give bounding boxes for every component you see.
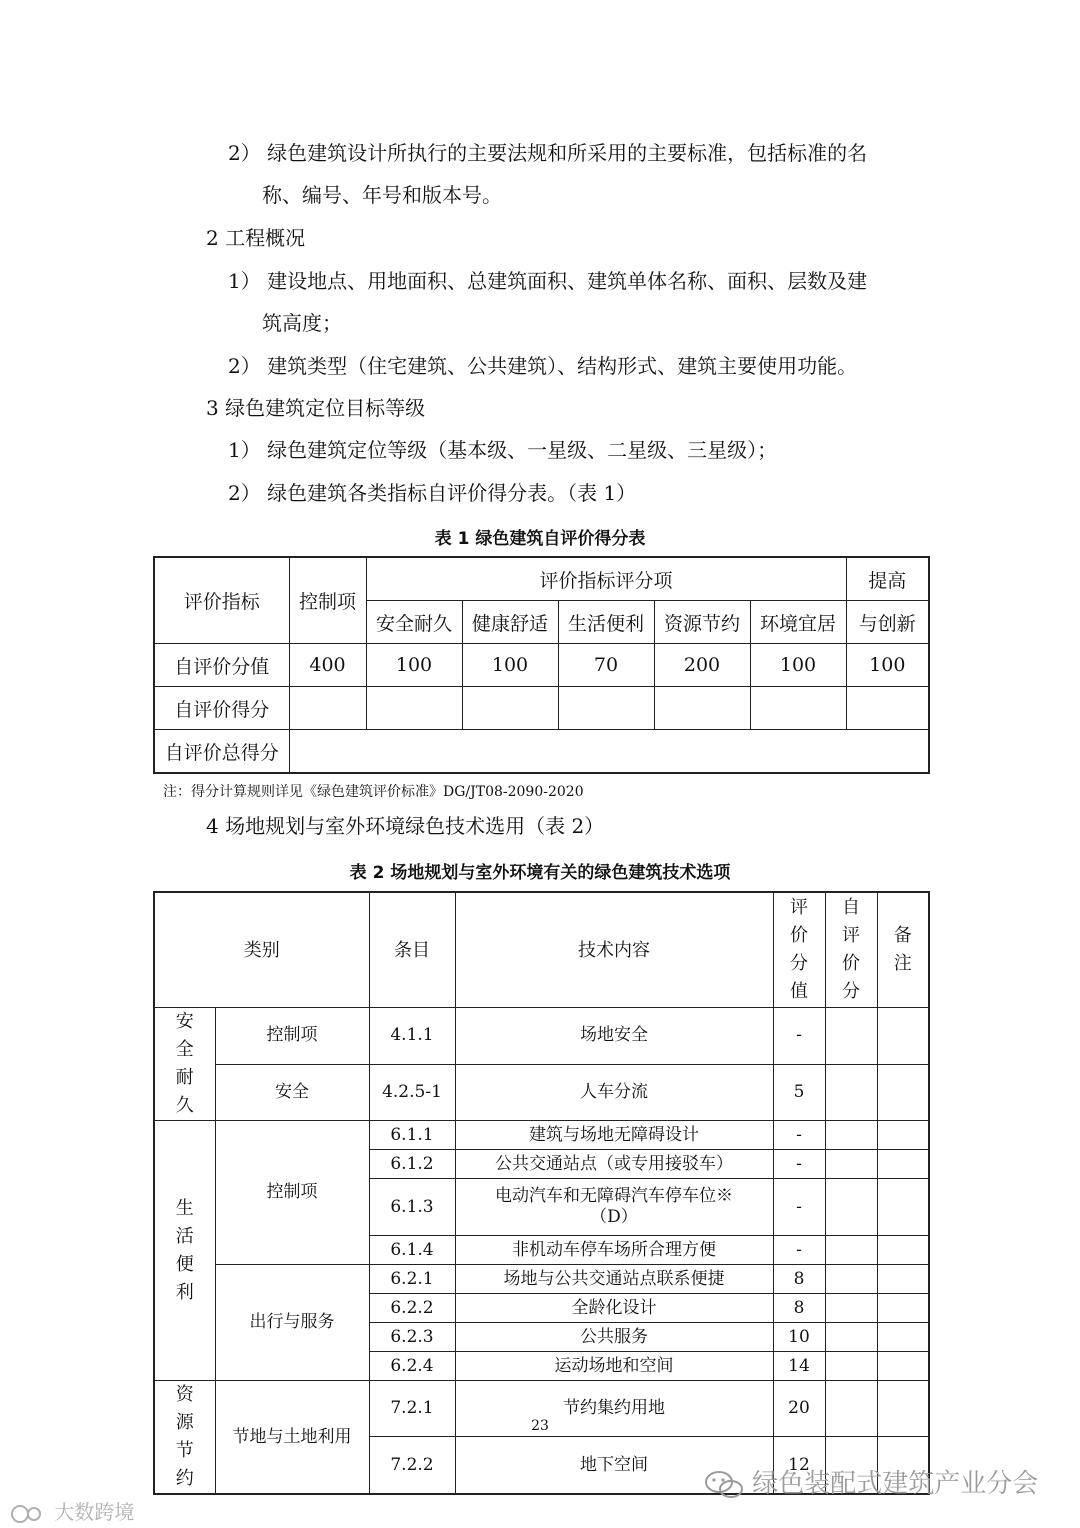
- score-cell: 20: [773, 1381, 825, 1437]
- empty-cell: [825, 1265, 877, 1294]
- heading-site-planning: 4 场地规划与室外环境绿色技术选用（表 2）: [206, 814, 605, 838]
- para-building-type: 2） 建筑类型（住宅建筑、公共建筑）、结构形式、建筑主要使用功能。: [228, 354, 858, 378]
- header-safety: 安全耐久: [366, 601, 462, 644]
- empty-cell: [877, 1352, 929, 1381]
- score-cell: 200: [654, 644, 750, 687]
- empty-cell: [825, 1323, 877, 1352]
- empty-cell: [825, 1121, 877, 1150]
- content-cell: 场地安全: [455, 1008, 773, 1065]
- para-location: 1） 建设地点、用地面积、总建筑面积、建筑单体名称、面积、层数及建: [228, 269, 868, 293]
- score-cell: -: [773, 1179, 825, 1236]
- empty-cell: [825, 1294, 877, 1323]
- score-cell: -: [773, 1236, 825, 1265]
- score-cell: -: [773, 1008, 825, 1065]
- empty-cell: [462, 687, 558, 730]
- score-cell: 8: [773, 1294, 825, 1323]
- header-category: 类别: [154, 892, 369, 1008]
- para-standards-cont: 称、编号、年号和版本号。: [262, 183, 502, 207]
- empty-cell: [877, 1294, 929, 1323]
- header-resource: 资源节约: [654, 601, 750, 644]
- row-label-got: 自评价得分: [154, 687, 289, 730]
- self-evaluation-score-table: [153, 556, 930, 774]
- header-health: 健康舒适: [462, 601, 558, 644]
- score-cell: 100: [366, 644, 462, 687]
- para-standards: 2） 绿色建筑设计所执行的主要法规和所采用的主要标准，包括标准的名: [228, 141, 868, 165]
- group-safety: 安全 耐久: [154, 1008, 215, 1121]
- header-environment: 环境宜居: [750, 601, 846, 644]
- item-cell: 7.2.1: [369, 1381, 455, 1437]
- score-cell: 5: [773, 1064, 825, 1121]
- header-item: 条目: [369, 892, 455, 1008]
- header-innovation-1: 提高: [846, 557, 929, 601]
- empty-cell: [750, 687, 846, 730]
- score-cell: 100: [750, 644, 846, 687]
- empty-cell: [877, 1179, 929, 1236]
- empty-cell: [825, 1236, 877, 1265]
- para-green-level: 1） 绿色建筑定位等级（基本级、一星级、二星级、三星级）；: [228, 438, 778, 462]
- content-cell: [455, 1179, 773, 1236]
- subgroup-control: 控制项: [215, 1121, 369, 1265]
- empty-cell: [877, 1265, 929, 1294]
- subgroup-safe: 安全: [215, 1064, 369, 1121]
- watermark-text: 绿色装配式建筑产业分会: [752, 1469, 1039, 1499]
- header-score-group: 评价指标评分项: [366, 557, 846, 601]
- content-cell: 公共服务: [455, 1323, 773, 1352]
- empty-cell: [289, 730, 929, 774]
- content-cell: 公共交通站点（或专用接驳车）: [455, 1150, 773, 1179]
- content-cell: 运动场地和空间: [455, 1352, 773, 1381]
- content-cell: 建筑与场地无障碍设计: [455, 1121, 773, 1150]
- score-cell: 100: [462, 644, 558, 687]
- table-row: [154, 1121, 929, 1150]
- item-cell: 4.1.1: [369, 1008, 455, 1065]
- score-cell: -: [773, 1150, 825, 1179]
- item-cell: 6.2.4: [369, 1352, 455, 1381]
- score-cell: 8: [773, 1265, 825, 1294]
- empty-cell: [825, 1064, 877, 1121]
- empty-cell: [825, 1150, 877, 1179]
- content-cell: 场地与公共交通站点联系便捷: [455, 1265, 773, 1294]
- header-self-score: 自 评 价 分: [825, 892, 877, 1008]
- table-row: [154, 1008, 929, 1065]
- para-location-cont: 筑高度；: [262, 311, 342, 335]
- table-row: [154, 730, 929, 774]
- empty-cell: [877, 1323, 929, 1352]
- empty-cell: [366, 687, 462, 730]
- header-index: 评价指标: [154, 557, 289, 644]
- table1-note: 注：得分计算规则详见《绿色建筑评价标准》DG/JT08-2090-2020: [163, 784, 584, 800]
- empty-cell: [825, 1179, 877, 1236]
- wechat-icon: [704, 1469, 744, 1501]
- table-row: [154, 1265, 929, 1294]
- header-score: 评 价 分 值: [773, 892, 825, 1008]
- item-cell: 7.2.2: [369, 1437, 455, 1494]
- item-cell: 6.2.3: [369, 1323, 455, 1352]
- content-cell: 节约集约用地: [455, 1381, 773, 1437]
- group-resource: 资源 节约: [154, 1381, 215, 1495]
- table1-caption: 表 1 绿色建筑自评价得分表: [434, 529, 646, 549]
- header-convenience: 生活便利: [558, 601, 654, 644]
- item-cell: 6.2.2: [369, 1294, 455, 1323]
- table-row: [154, 1064, 929, 1121]
- empty-cell: [846, 687, 929, 730]
- empty-cell: [289, 687, 366, 730]
- subgroup-control: 控制项: [215, 1008, 369, 1065]
- watermark-left: [8, 1496, 134, 1526]
- para-score-table-ref: 2） 绿色建筑各类指标自评价得分表。（表 1）: [228, 481, 637, 505]
- score-cell: 100: [846, 644, 929, 687]
- row-label-total: 自评价总得分: [154, 730, 289, 774]
- score-cell: -: [773, 1121, 825, 1150]
- watermark-right: [704, 1463, 1038, 1501]
- logo-icon: [8, 1502, 48, 1526]
- item-cell: 6.1.3: [369, 1179, 455, 1236]
- empty-cell: [654, 687, 750, 730]
- empty-cell: [877, 1064, 929, 1121]
- table2-caption: 表 2 场地规划与室外环境有关的绿色建筑技术选项: [349, 863, 731, 883]
- table-row: [154, 644, 929, 687]
- item-cell: 6.1.1: [369, 1121, 455, 1150]
- content-cell: 非机动车停车场所合理方便: [455, 1236, 773, 1265]
- content-line: 电动汽车和无障碍汽车停车位※: [495, 1186, 733, 1206]
- header-control: 控制项: [289, 557, 366, 644]
- header-content: 技术内容: [455, 892, 773, 1008]
- empty-cell: [877, 1008, 929, 1065]
- content-line: （D）: [590, 1207, 638, 1227]
- content-cell: 全龄化设计: [455, 1294, 773, 1323]
- header-remark: 备 注: [877, 892, 929, 1008]
- heading-green-target: 3 绿色建筑定位目标等级: [206, 396, 426, 420]
- row-label-score: 自评价分值: [154, 644, 289, 687]
- item-cell: 4.2.5-1: [369, 1064, 455, 1121]
- item-cell: 6.1.4: [369, 1236, 455, 1265]
- empty-cell: [825, 1008, 877, 1065]
- watermark-left-text: 大数跨境: [54, 1500, 135, 1524]
- score-cell: 70: [558, 644, 654, 687]
- subgroup-land: 节地与土地利用: [215, 1381, 369, 1495]
- score-cell: 14: [773, 1352, 825, 1381]
- empty-cell: [558, 687, 654, 730]
- page-number: 23: [531, 1418, 549, 1434]
- empty-cell: [877, 1150, 929, 1179]
- site-technology-options-table: [153, 891, 930, 1495]
- score-cell: 10: [773, 1323, 825, 1352]
- group-convenience: 生活 便利: [154, 1121, 215, 1381]
- empty-cell: [877, 1236, 929, 1265]
- content-cell: 人车分流: [455, 1064, 773, 1121]
- heading-project-overview: 2 工程概况: [206, 226, 306, 250]
- item-cell: 6.2.1: [369, 1265, 455, 1294]
- item-cell: 6.1.2: [369, 1150, 455, 1179]
- header-innovation-2: 与创新: [846, 601, 929, 644]
- score-cell: 400: [289, 644, 366, 687]
- table-row: [154, 687, 929, 730]
- score-cell: 12: [773, 1437, 825, 1494]
- subgroup-travel: 出行与服务: [215, 1265, 369, 1381]
- empty-cell: [825, 1352, 877, 1381]
- content-cell: 地下空间: [455, 1437, 773, 1494]
- empty-cell: [877, 1121, 929, 1150]
